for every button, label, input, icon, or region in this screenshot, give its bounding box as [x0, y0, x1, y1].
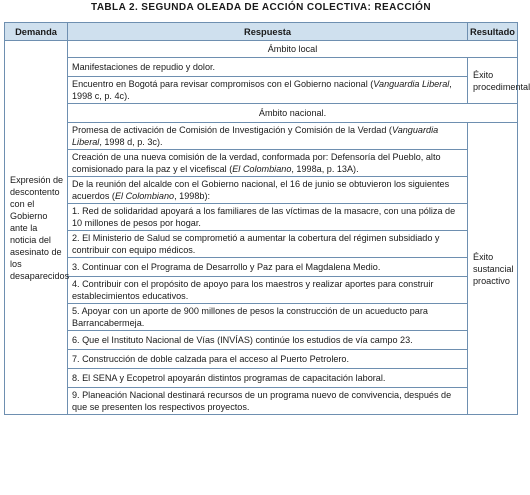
header-resultado: Resultado — [468, 23, 518, 41]
respuesta-cell — [68, 204, 468, 231]
respuesta-text: Promesa de activación de Comisión de Investigación y Comisión de la Verdad ( — [72, 125, 392, 135]
respuesta-cell — [68, 77, 468, 104]
respuesta-cell — [68, 258, 468, 277]
table-row — [5, 231, 518, 258]
header-row — [5, 23, 518, 41]
respuesta-text: De la reunión del alcalde con el Gobierno nacional, el 16 de junio se obtuvieron los siguientes acuerdos ( — [72, 179, 450, 201]
respuesta-cell — [68, 58, 468, 77]
table-row — [5, 77, 518, 104]
table-row — [5, 204, 518, 231]
respuesta-cell — [68, 177, 468, 204]
respuesta-text: 9. Planeación Nacional destinará recursos de un programa nuevo de convivencia, después de que se presenten los respectivos proyectos. — [72, 390, 452, 412]
respuesta-text: 8. El SENA y Ecopetrol apoyarán distintos programas de capacitación laboral. — [72, 373, 386, 383]
header-demanda: Demanda — [5, 23, 68, 41]
respuesta-cell — [68, 350, 468, 369]
table-row — [5, 369, 518, 388]
respuesta-text: 1. Red de solidaridad apoyará a los familiares de las víctimas de la masacre, con una póliza de 10 millones de pesos por hogar. — [72, 206, 456, 228]
citation-source: Vanguardia Liberal — [373, 79, 450, 89]
respuesta-text: 3. Continuar con el Programa de Desarrollo y Paz para el Magdalena Medio. — [72, 262, 381, 272]
section-row — [5, 41, 518, 58]
header-respuesta: Respuesta — [68, 23, 468, 41]
table-row — [5, 331, 518, 350]
respuesta-cell — [68, 231, 468, 258]
respuesta-text: 7. Construcción de doble calzada para el acceso al Puerto Petrolero. — [72, 354, 350, 364]
citation-source: El Colombiano — [232, 164, 292, 174]
citation-source: Vanguardia Liberal — [72, 125, 439, 147]
respuesta-text: Manifestaciones de repudio y dolor. — [72, 62, 216, 72]
resultado-cell: Éxito procedimental — [468, 58, 518, 104]
citation-source: El Colombiano — [114, 191, 175, 201]
respuesta-cell — [68, 150, 468, 177]
respuesta-text: Creación de una nueva comisión de la verdad, conformada por: Defensoría del Pueblo, alto comisionado para la paz y el vicefiscal ( — [72, 152, 441, 174]
section-label: Ámbito nacional. — [68, 104, 518, 123]
section-row — [5, 104, 518, 123]
respuesta-text: , 1998 d, p. 3c). — [99, 137, 163, 147]
table-row — [5, 123, 518, 150]
table-row — [5, 177, 518, 204]
respuesta-text: , 1998a, p. 13A). — [291, 164, 359, 174]
table-row — [5, 388, 518, 415]
respuesta-cell — [68, 277, 468, 304]
respuesta-text: 2. El Ministerio de Salud se comprometió a aumentar la cobertura del régimen subsidiado y contribuir con equipo médicos. — [72, 233, 440, 255]
respuesta-cell — [68, 123, 468, 150]
respuesta-cell — [68, 331, 468, 350]
respuesta-cell — [68, 369, 468, 388]
respuesta-text: 6. Que el Instituto Nacional de Vías (INVÍAS) continúe los estudios de vía campo 23. — [72, 335, 413, 345]
respuesta-cell — [68, 388, 468, 415]
respuesta-text: , 1998b): — [174, 191, 211, 201]
table-row — [5, 277, 518, 304]
table-row — [5, 58, 518, 77]
table-row — [5, 258, 518, 277]
respuesta-text: 4. Contribuir con el propósito de apoyo para los maestros y realizar aportes para construir establecimientos educativos. — [72, 279, 434, 301]
table-row — [5, 350, 518, 369]
table-body — [5, 41, 530, 415]
section-label: Ámbito local — [68, 41, 518, 58]
respuesta-text: Encuentro en Bogotá para revisar compromisos con el Gobierno nacional ( — [72, 79, 374, 89]
respuesta-text: , 1998 c, p. 4c). — [72, 79, 452, 101]
respuesta-text: 5. Apoyar con un aporte de 900 millones de pesos la construcción de un acueducto para Barrancabermeja. — [72, 306, 428, 328]
resultado-cell: Éxito sustancial proactivo — [468, 123, 518, 415]
respuesta-cell — [68, 304, 468, 331]
data-table — [4, 22, 530, 415]
demanda-cell: Expresión de descontento con el Gobierno ante la noticia del asesinato de los desaparecidos — [5, 41, 68, 415]
table-title: TABLA 2. SEGUNDA OLEADA DE ACCIÓN COLECTIVA: REACCIÓN — [91, 2, 431, 13]
table-row — [5, 150, 518, 177]
table-row — [5, 304, 518, 331]
